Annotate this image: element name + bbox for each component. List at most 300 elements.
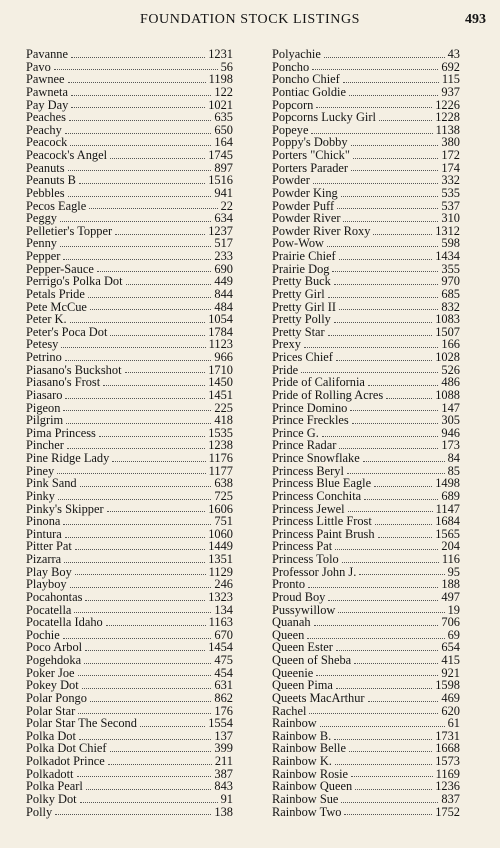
dot-leader — [359, 574, 444, 575]
entry-number: 486 — [441, 375, 460, 390]
entry-number: 751 — [214, 514, 233, 529]
dot-leader — [309, 713, 438, 714]
entry-name: Pocatella — [26, 602, 72, 617]
dot-leader — [57, 473, 205, 474]
dot-leader — [336, 650, 439, 651]
dot-leader — [71, 95, 211, 96]
entry-number: 946 — [441, 425, 460, 440]
dot-leader — [339, 448, 438, 449]
listing-entry — [26, 654, 233, 667]
dot-leader — [79, 183, 205, 184]
listing-entry — [26, 73, 233, 86]
dot-leader — [328, 600, 438, 601]
entry-number: 211 — [214, 754, 233, 768]
listing-entry — [26, 225, 233, 238]
entry-name: Popcorns Lucky Girl — [272, 110, 376, 125]
entry-number: 631 — [214, 678, 233, 693]
dot-leader — [355, 789, 432, 790]
entry-number: 1138 — [435, 122, 460, 137]
entry-number: 1752 — [435, 804, 460, 819]
listing-entry — [272, 351, 460, 364]
dot-leader — [64, 562, 205, 563]
entry-name: Pilgrim — [26, 413, 64, 428]
dot-leader — [65, 133, 212, 134]
dot-leader — [65, 398, 205, 399]
listing-entry — [26, 679, 233, 692]
listing-entry — [26, 692, 233, 705]
dot-leader — [63, 410, 211, 411]
dot-leader — [316, 675, 438, 676]
listing-entry — [26, 187, 233, 200]
dot-leader — [110, 335, 205, 336]
entry-number: 174 — [441, 160, 460, 175]
listing-entry — [26, 553, 233, 566]
dot-leader — [75, 549, 205, 550]
dot-leader — [334, 739, 432, 740]
entry-name: Prairie Chief — [272, 249, 336, 263]
listing-entry — [272, 692, 460, 705]
entry-number: 19 — [447, 602, 460, 617]
dot-leader — [63, 259, 211, 260]
entry-number: 387 — [214, 766, 233, 781]
entry-name: Pete McCue — [26, 299, 87, 314]
entry-number: 355 — [441, 261, 460, 276]
dot-leader — [80, 486, 212, 487]
entry-number: 115 — [441, 72, 460, 87]
entry-name: Petesy — [26, 337, 59, 352]
entry-number: 897 — [214, 160, 233, 175]
dot-leader — [63, 524, 211, 525]
dot-leader — [82, 688, 212, 689]
entry-name: Porters Parader — [272, 160, 349, 175]
entry-name: Polkadot Prince — [26, 754, 105, 768]
listing-entry — [272, 578, 460, 591]
dot-leader — [328, 335, 433, 336]
dot-leader — [308, 587, 438, 588]
entry-name: Pavo — [26, 59, 51, 74]
entry-number: 1565 — [435, 526, 460, 541]
entry-number: 635 — [214, 110, 233, 125]
entry-name: Princess Paint Brush — [272, 526, 375, 541]
dot-leader — [110, 751, 212, 752]
left-listing-column — [26, 48, 233, 818]
dot-leader — [71, 107, 205, 108]
listing-entry — [272, 553, 460, 566]
entry-number: 138 — [214, 804, 233, 819]
listing-entry — [26, 717, 233, 730]
entry-name: Pretty Girl II — [272, 299, 337, 314]
entry-number: 43 — [447, 47, 460, 61]
listing-entry — [26, 86, 233, 99]
dot-leader — [70, 145, 211, 146]
dot-leader — [88, 297, 212, 298]
entry-name: Princess Blue Eagle — [272, 476, 372, 491]
entry-number: 380 — [441, 135, 460, 150]
listing-entry — [26, 780, 233, 793]
entry-number: 1351 — [208, 552, 233, 566]
dot-leader — [312, 69, 438, 70]
dot-leader — [351, 170, 438, 171]
entry-number: 449 — [214, 274, 233, 289]
entry-name: Peacock — [26, 135, 68, 150]
entry-number: 332 — [441, 173, 460, 188]
entry-number: 246 — [214, 577, 233, 592]
dot-leader — [351, 145, 439, 146]
listing-entry — [272, 477, 460, 490]
entry-number: 1060 — [208, 526, 233, 541]
entry-number: 134 — [214, 602, 233, 617]
entry-number: 526 — [441, 362, 460, 377]
entry-name: Petals Pride — [26, 286, 85, 301]
dot-leader — [85, 600, 205, 601]
listing-entry — [272, 48, 460, 61]
dot-leader — [324, 57, 445, 58]
dot-leader — [126, 284, 212, 285]
entry-name: Peanuts B — [26, 173, 76, 188]
listing-entry — [272, 414, 460, 427]
entry-number: 69 — [447, 627, 460, 642]
listing-entry — [272, 780, 460, 793]
dot-leader — [112, 461, 205, 462]
dot-leader — [322, 436, 439, 437]
dot-leader — [335, 764, 432, 765]
dot-leader — [363, 461, 445, 462]
entry-number: 1236 — [435, 779, 460, 794]
dot-leader — [307, 638, 444, 639]
dot-leader — [115, 234, 205, 235]
entry-name: Polly — [26, 804, 53, 819]
entry-name: Princess Conchita — [272, 488, 362, 503]
entry-name: Porters "Chick" — [272, 148, 350, 162]
entry-name: Queen of Sheba — [272, 653, 352, 667]
entry-number: 1668 — [435, 741, 460, 756]
dot-leader — [353, 158, 438, 159]
entry-name: Princess Jewel — [272, 501, 345, 516]
listing-entry — [26, 200, 233, 213]
entry-number: 1606 — [208, 501, 233, 516]
dot-leader — [66, 423, 211, 424]
listing-entry — [26, 288, 233, 301]
dot-leader — [379, 120, 432, 121]
entry-number: 1226 — [435, 97, 460, 112]
entry-number: 1169 — [435, 766, 460, 781]
dot-leader — [70, 322, 206, 323]
entry-number: 1129 — [208, 564, 233, 579]
listing-entry — [272, 174, 460, 187]
listing-entry — [26, 414, 233, 427]
entry-number: 1083 — [435, 312, 460, 327]
listing-entry — [272, 187, 460, 200]
listing-entry — [26, 452, 233, 465]
entry-name: Pine Ridge Lady — [26, 451, 110, 465]
dot-leader — [65, 360, 212, 361]
listing-entry — [26, 806, 233, 819]
listing-entry — [272, 313, 460, 326]
listing-entry — [272, 616, 460, 629]
entry-name: Pinona — [26, 514, 61, 529]
dot-leader — [349, 751, 432, 752]
entry-name: Princess Beryl — [272, 463, 344, 478]
listing-entry — [26, 149, 233, 162]
entry-name: Polar Star — [26, 703, 76, 718]
listing-entry — [272, 111, 460, 124]
entry-number: 225 — [214, 400, 233, 415]
entry-name: Pogehdoka — [26, 653, 82, 667]
entry-number: 843 — [214, 779, 233, 794]
listing-entry — [26, 793, 233, 806]
entry-number: 1710 — [208, 362, 233, 377]
dot-leader — [343, 82, 439, 83]
dot-leader — [58, 499, 211, 500]
entry-name: Pincher — [26, 438, 64, 453]
entry-name: Peggy — [26, 211, 57, 226]
entry-number: 1516 — [208, 173, 233, 188]
entry-number: 204 — [441, 539, 460, 554]
listing-entry — [272, 679, 460, 692]
dot-leader — [335, 549, 438, 550]
dot-leader — [351, 776, 433, 777]
entry-number: 1745 — [208, 148, 233, 162]
dot-leader — [54, 69, 218, 70]
entry-number: 469 — [441, 690, 460, 705]
dot-leader — [364, 499, 438, 500]
dot-leader — [106, 625, 206, 626]
entry-name: Popcorn — [272, 97, 314, 112]
dot-leader — [85, 650, 205, 651]
entry-number: 638 — [214, 476, 233, 491]
entry-name: Pride of Rolling Acres — [272, 387, 384, 402]
dot-leader — [337, 208, 438, 209]
page-header — [0, 12, 500, 32]
entry-number: 1238 — [208, 438, 233, 453]
entry-name: Pintura — [26, 526, 62, 541]
entry-name: Powder King — [272, 185, 338, 200]
dot-leader — [349, 95, 438, 96]
dot-leader — [339, 259, 433, 260]
entry-number: 418 — [214, 413, 233, 428]
dot-leader — [375, 524, 432, 525]
entry-name: Pretty Polly — [272, 312, 331, 327]
dot-leader — [65, 537, 205, 538]
entry-name: Pawnee — [26, 72, 65, 87]
entry-number: 84 — [447, 451, 460, 465]
entry-number: 1147 — [435, 501, 460, 516]
entry-name: Prexy — [272, 337, 301, 352]
entry-number: 1573 — [435, 754, 460, 768]
entry-number: 176 — [214, 703, 233, 718]
entry-name: Princess Tolo — [272, 552, 339, 566]
dot-leader — [90, 309, 211, 310]
entry-number: 1451 — [208, 387, 233, 402]
entry-number: 706 — [441, 615, 460, 630]
dot-leader — [75, 574, 206, 575]
entry-number: 689 — [441, 488, 460, 503]
entry-name: Prairie Dog — [272, 261, 330, 276]
dot-leader — [70, 587, 212, 588]
dot-leader — [314, 625, 439, 626]
entry-name: Pontiac Goldie — [272, 84, 346, 99]
dot-leader — [86, 789, 212, 790]
dot-leader — [107, 511, 206, 512]
entry-name: Princess Little Frost — [272, 514, 372, 529]
entry-name: Polka Dot Chief — [26, 741, 107, 756]
entry-number: 166 — [441, 337, 460, 352]
page-number: 493 — [465, 12, 486, 27]
dot-leader — [108, 764, 212, 765]
entry-name: Pebbles — [26, 185, 65, 200]
entry-number: 415 — [441, 653, 460, 667]
entry-name: Pronto — [272, 577, 306, 592]
entry-number: 535 — [441, 185, 460, 200]
listing-entry — [272, 73, 460, 86]
entry-number: 537 — [441, 198, 460, 213]
dot-leader — [97, 271, 212, 272]
entry-number: 310 — [441, 211, 460, 226]
entry-number: 91 — [220, 791, 233, 806]
entry-name: Quanah — [272, 615, 311, 630]
listing-entry — [272, 452, 460, 465]
dot-leader — [55, 814, 211, 815]
listing-entry — [26, 477, 233, 490]
entry-name: Pawneta — [26, 84, 68, 99]
entry-name: Pima Princess — [26, 425, 96, 440]
entry-name: Pepper-Sauce — [26, 261, 94, 276]
dot-leader — [339, 309, 438, 310]
entry-name: Pink Sand — [26, 476, 77, 491]
dot-leader — [78, 675, 212, 676]
listing-entry — [272, 212, 460, 225]
entry-name: Pecos Eagle — [26, 198, 87, 213]
dot-leader — [61, 347, 205, 348]
entry-number: 1507 — [435, 324, 460, 339]
listing-entry — [272, 250, 460, 263]
entry-name: Pay Day — [26, 97, 69, 112]
entry-number: 966 — [214, 350, 233, 364]
listing-entry — [26, 250, 233, 263]
entry-number: 598 — [441, 236, 460, 251]
entry-name: Pretty Girl — [272, 286, 325, 301]
entry-name: Pelletier's Topper — [26, 223, 113, 238]
entry-number: 1554 — [208, 716, 233, 731]
dot-leader — [334, 284, 439, 285]
entry-number: 147 — [441, 400, 460, 415]
entry-name: Prince Radar — [272, 438, 337, 453]
entry-name: Peachy — [26, 122, 62, 137]
entry-name: Peter's Poca Dot — [26, 324, 108, 339]
entry-name: Queen — [272, 627, 305, 642]
dot-leader — [60, 221, 211, 222]
entry-number: 56 — [220, 59, 233, 74]
entry-number: 1177 — [208, 463, 233, 478]
dot-leader — [336, 360, 432, 361]
entry-number: 670 — [214, 627, 233, 642]
entry-name: Piasaro — [26, 387, 63, 402]
dot-leader — [342, 562, 439, 563]
listing-entry — [26, 616, 233, 629]
listing-entry — [272, 793, 460, 806]
entry-number: 305 — [441, 413, 460, 428]
entry-name: Peaches — [26, 110, 66, 125]
entry-number: 122 — [214, 84, 233, 99]
listing-entry — [272, 515, 460, 528]
listing-entry — [272, 490, 460, 503]
listing-entry — [272, 755, 460, 768]
listing-entry — [26, 591, 233, 604]
entry-number: 22 — [220, 198, 233, 213]
listing-entry — [272, 591, 460, 604]
dot-leader — [74, 612, 211, 613]
dot-leader — [99, 436, 205, 437]
dot-leader — [320, 726, 445, 727]
entry-name: Piasano's Frost — [26, 375, 101, 390]
dot-leader — [311, 133, 432, 134]
entry-number: 1312 — [435, 223, 460, 238]
entry-number: 1784 — [208, 324, 233, 339]
entry-name: Pocatella Idaho — [26, 615, 103, 630]
entry-name: Pretty Star — [272, 324, 325, 339]
entry-number: 1176 — [208, 451, 233, 465]
listing-entry — [272, 86, 460, 99]
entry-name: Penny — [26, 236, 57, 251]
dot-leader — [60, 246, 211, 247]
entry-number: 164 — [214, 135, 233, 150]
dot-leader — [373, 234, 432, 235]
entry-name: Polky Dot — [26, 791, 77, 806]
dot-leader — [327, 246, 438, 247]
listing-entry — [26, 578, 233, 591]
entry-name: Piney — [26, 463, 55, 478]
entry-name: Polar Pongo — [26, 690, 87, 705]
entry-number: 654 — [441, 640, 460, 655]
listing-entry — [26, 515, 233, 528]
entry-number: 1598 — [435, 678, 460, 693]
entry-name: Playboy — [26, 577, 67, 592]
entry-number: 1454 — [208, 640, 233, 655]
dot-leader — [103, 385, 205, 386]
entry-number: 188 — [441, 577, 460, 592]
entry-name: Prince Domino — [272, 400, 348, 415]
entry-number: 399 — [214, 741, 233, 756]
entry-name: Peter K. — [26, 312, 67, 327]
entry-number: 116 — [441, 552, 460, 566]
entry-name: Proud Boy — [272, 589, 326, 604]
entry-number: 650 — [214, 122, 233, 137]
entry-number: 1028 — [435, 350, 460, 364]
dot-leader — [374, 486, 432, 487]
entry-number: 921 — [441, 665, 460, 680]
dot-leader — [332, 271, 438, 272]
entry-number: 1237 — [208, 223, 233, 238]
entry-name: Pokey Dot — [26, 678, 79, 693]
entry-name: Pow-Wow — [272, 236, 325, 251]
entry-name: Powder Puff — [272, 198, 335, 213]
dot-leader — [80, 802, 218, 803]
entry-number: 1535 — [208, 425, 233, 440]
entry-number: 692 — [441, 59, 460, 74]
entry-name: Prince Freckles — [272, 413, 349, 428]
entry-number: 970 — [441, 274, 460, 289]
dot-leader — [336, 688, 432, 689]
dot-leader — [79, 739, 211, 740]
entry-name: Rainbow Queen — [272, 779, 353, 794]
listing-entry — [272, 149, 460, 162]
entry-name: Polar Star The Second — [26, 716, 137, 731]
dot-leader — [338, 612, 444, 613]
dot-leader — [368, 701, 439, 702]
entry-number: 85 — [447, 463, 460, 478]
entry-name: Rainbow Rosie — [272, 766, 349, 781]
listing-entry — [26, 389, 233, 402]
